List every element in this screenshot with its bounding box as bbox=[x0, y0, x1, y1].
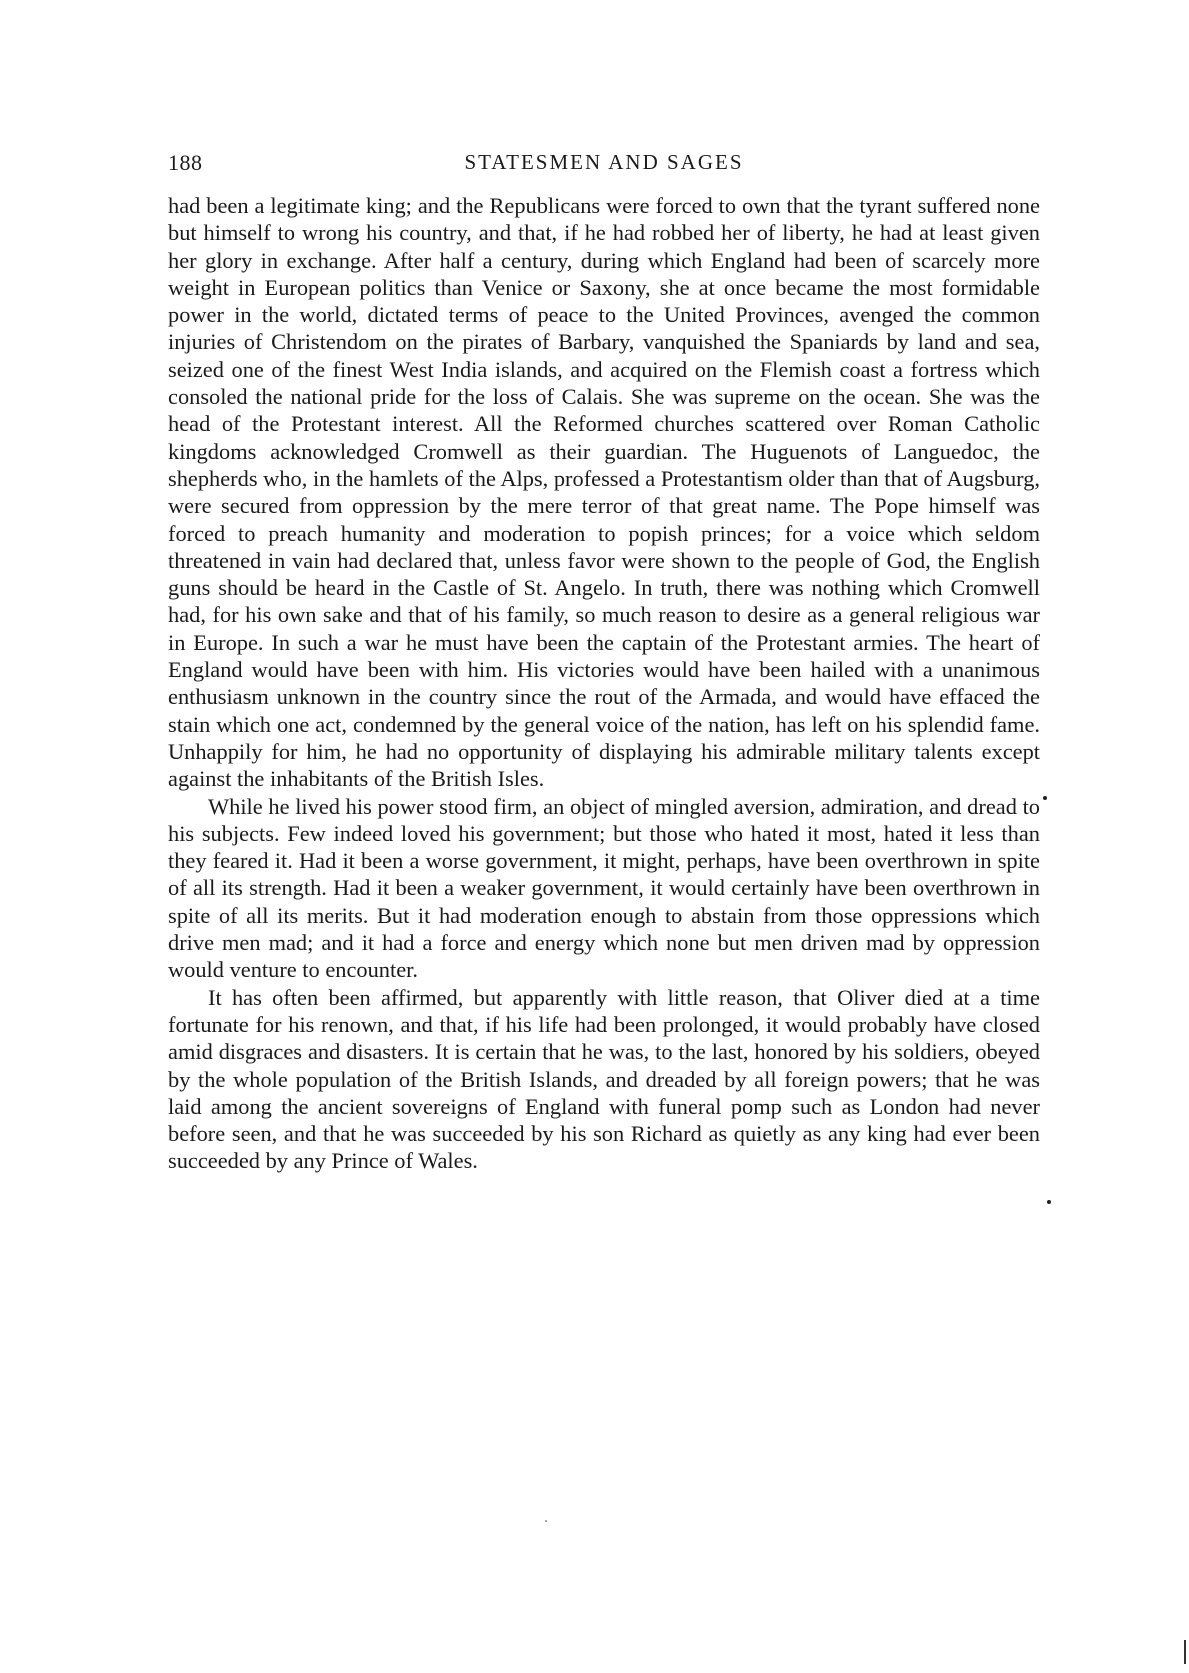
body-text bbox=[168, 192, 1040, 1175]
paragraph-3: It has often been affirmed, but apparently with little reason, that Oliver died at a time fortunate for his renown, and that, if his life had been prolonged, it would probably have closed amid disgraces and disasters. It is certain that he was, to the last, honored by his soldiers, obeyed by the whole population of the British Islands, and dreaded by all foreign powers; that he was laid among the ancient sovereigns of England with funeral pomp such as London had never before seen, and that he was succeeded by his son Richard as quietly as any king had ever been succeeded by any Prince of Wales. bbox=[168, 984, 1040, 1174]
paragraph-2: While he lived his power stood firm, an object of mingled aversion, admiration, and dread to his subjects. Few indeed loved his government; but those who hated it most, hated it less than they feared it. Had it been a worse government, it might, perhaps, have been overthrown in spite of all its strength. Had it been a weaker government, it would certainly have been overthrown in spite of all its merits. But it had moderation enough to abstain from those oppressions which drive men mad; and it had a force and energy which none but men driven mad by oppression would venture to encounter. bbox=[168, 793, 1040, 983]
paragraph-1: had been a legitimate king; and the Republicans were forced to own that the tyrant suffered none but himself to wrong his country, and that, if he had robbed her of liberty, he had at least given her glory in exchange. After half a century, during which England had been of scarcely more weight in European politics than Venice or Saxony, she at once became the most formidable power in the world, dictated terms of peace to the United Provinces, avenged the common injuries of Christendom on the pirates of Barbary, vanquished the Spaniards by land and sea, seized one of the finest West India islands, and acquired on the Flemish coast a fortress which consoled the national pride for the loss of Calais. She was supreme on the ocean. She was the head of the Protestant interest. All the Reformed churches scattered over Roman Catholic kingdoms acknowledged Cromwell as their guardian. The Huguenots of Languedoc, the shepherds who, in the hamlets of the Alps, professed a Protestantism older than that of Augsburg, were secured from oppression by the mere terror of that great name. The Pope himself was forced to preach humanity and moderation to popish princes; for a voice which seldom threatened in vain had declared that, unless favor were shown to the people of God, the English guns should be heard in the Castle of St. Angelo. In truth, there was nothing which Cromwell had, for his own sake and that of his family, so much reason to desire as a general religious war in Europe. In such a war he must have been the captain of the Protestant armies. The heart of England would have been with him. His victories would have been hailed with a unanimous enthusiasm unknown in the country since the rout of the Armada, and would have effaced the stain which one act, condemned by the general voice of the nation, has left on his splendid fame. Unhappily for him, he had no opportunity of displaying his admirable military talents except against the inhabitants of the British Isles. bbox=[168, 193, 1040, 792]
page-number: 188 bbox=[168, 150, 203, 175]
print-speck bbox=[1184, 1640, 1186, 1664]
running-head bbox=[168, 150, 1040, 184]
running-title: STATESMEN AND SAGES bbox=[464, 150, 744, 174]
book-page bbox=[168, 150, 1040, 1175]
print-speck bbox=[1043, 796, 1047, 800]
print-speck bbox=[1047, 1200, 1051, 1204]
print-speck bbox=[545, 1520, 547, 1522]
